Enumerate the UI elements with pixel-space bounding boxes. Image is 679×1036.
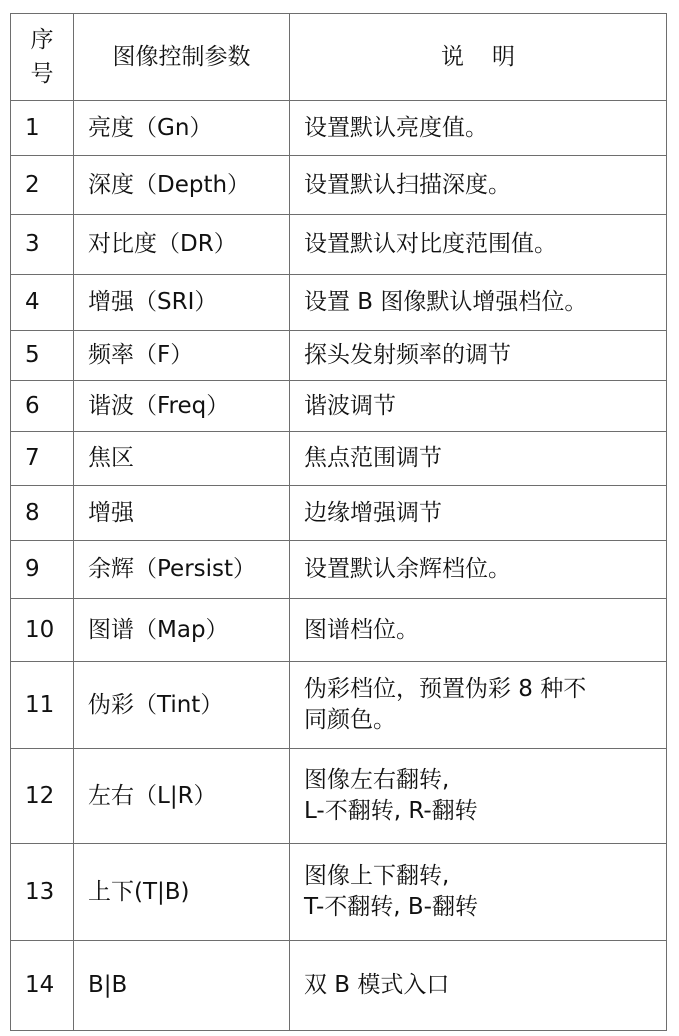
table-body	[11, 101, 667, 1031]
row-parameter-cell: 余辉（Persist）	[74, 541, 290, 599]
row-parameter-cell: 焦区	[74, 432, 290, 486]
row-description-cell	[290, 541, 667, 599]
row-parameter-cell: 频率（F）	[74, 331, 290, 381]
row-description-line: 双 B 模式入口	[304, 972, 450, 998]
row-index-cell: 4	[11, 275, 74, 331]
table-row	[11, 662, 667, 749]
row-index-cell: 11	[11, 662, 74, 749]
row-description-cell	[290, 662, 667, 749]
row-index-cell: 5	[11, 331, 74, 381]
row-description-line: 设置默认扫描深度。	[304, 171, 511, 198]
row-description-cell	[290, 275, 667, 331]
header-index	[11, 14, 74, 101]
table-row	[11, 541, 667, 599]
table-header-row	[11, 14, 667, 101]
row-parameter-cell: 图谱（Map）	[74, 599, 290, 662]
row-index-cell: 14	[11, 941, 74, 1031]
table-row	[11, 941, 667, 1031]
header-parameter: 图像控制参数	[74, 14, 290, 101]
row-description-line: 伪彩档位，预置伪彩 8 种不	[304, 676, 587, 702]
row-index-cell: 12	[11, 749, 74, 844]
row-index-cell: 1	[11, 101, 74, 156]
row-index-cell: 8	[11, 486, 74, 541]
table-row	[11, 215, 667, 275]
table-row	[11, 844, 667, 941]
row-parameter-cell: 对比度（DR）	[74, 215, 290, 275]
row-description-line: 同颜色。	[304, 707, 396, 733]
header-index-line2: 号	[30, 61, 54, 87]
row-description-cell	[290, 486, 667, 541]
table-row	[11, 749, 667, 844]
table-row	[11, 275, 667, 331]
row-description-cell	[290, 101, 667, 156]
row-description-cell	[290, 749, 667, 844]
parameter-table-container	[10, 13, 666, 1031]
row-index-cell: 6	[11, 381, 74, 432]
row-description-cell	[290, 156, 667, 215]
row-description-cell	[290, 215, 667, 275]
row-description-line: 图像上下翻转,	[304, 863, 450, 889]
row-description-line: 设置 B 图像默认增强档位。	[304, 289, 588, 315]
row-description-line: T-不翻转, B-翻转	[304, 894, 478, 920]
row-index-cell: 13	[11, 844, 74, 941]
header-description: 说明	[290, 14, 667, 101]
row-index-cell: 10	[11, 599, 74, 662]
image-control-parameter-table	[10, 13, 667, 1031]
table-row	[11, 381, 667, 432]
table-row	[11, 486, 667, 541]
row-description-cell	[290, 381, 667, 432]
row-parameter-cell: 增强	[74, 486, 290, 541]
row-description-cell	[290, 331, 667, 381]
row-parameter-cell: 亮度（Gn）	[74, 101, 290, 156]
row-parameter-cell: B|B	[74, 941, 290, 1031]
header-index-line1: 序	[30, 27, 54, 53]
row-description-line: 图谱档位。	[304, 616, 419, 643]
row-description-cell	[290, 844, 667, 941]
row-index-cell: 2	[11, 156, 74, 215]
row-parameter-cell: 增强（SRI）	[74, 275, 290, 331]
row-description-cell	[290, 941, 667, 1031]
table-row	[11, 156, 667, 215]
row-description-line: 设置默认对比度范围值。	[304, 231, 557, 257]
row-description-line: L-不翻转, R-翻转	[304, 798, 478, 824]
table-row	[11, 599, 667, 662]
table-row	[11, 101, 667, 156]
row-description-line: 谐波调节	[304, 392, 396, 419]
row-description-cell	[290, 599, 667, 662]
row-index-cell: 7	[11, 432, 74, 486]
row-description-line: 设置默认余辉档位。	[304, 556, 511, 582]
row-description-line: 图像左右翻转,	[304, 767, 450, 793]
row-description-line: 探头发射频率的调节	[304, 342, 511, 368]
row-index-cell: 3	[11, 215, 74, 275]
row-description-cell	[290, 432, 667, 486]
row-parameter-cell: 谐波（Freq）	[74, 381, 290, 432]
row-description-line: 边缘增强调节	[304, 499, 442, 526]
row-description-line: 焦点范围调节	[304, 445, 442, 471]
row-parameter-cell: 伪彩（Tint）	[74, 662, 290, 749]
table-row	[11, 331, 667, 381]
row-parameter-cell: 左右（L|R）	[74, 749, 290, 844]
row-index-cell: 9	[11, 541, 74, 599]
row-description-line: 设置默认亮度值。	[304, 114, 488, 141]
table-row	[11, 432, 667, 486]
row-parameter-cell: 深度（Depth）	[74, 156, 290, 215]
row-parameter-cell: 上下(T|B)	[74, 844, 290, 941]
